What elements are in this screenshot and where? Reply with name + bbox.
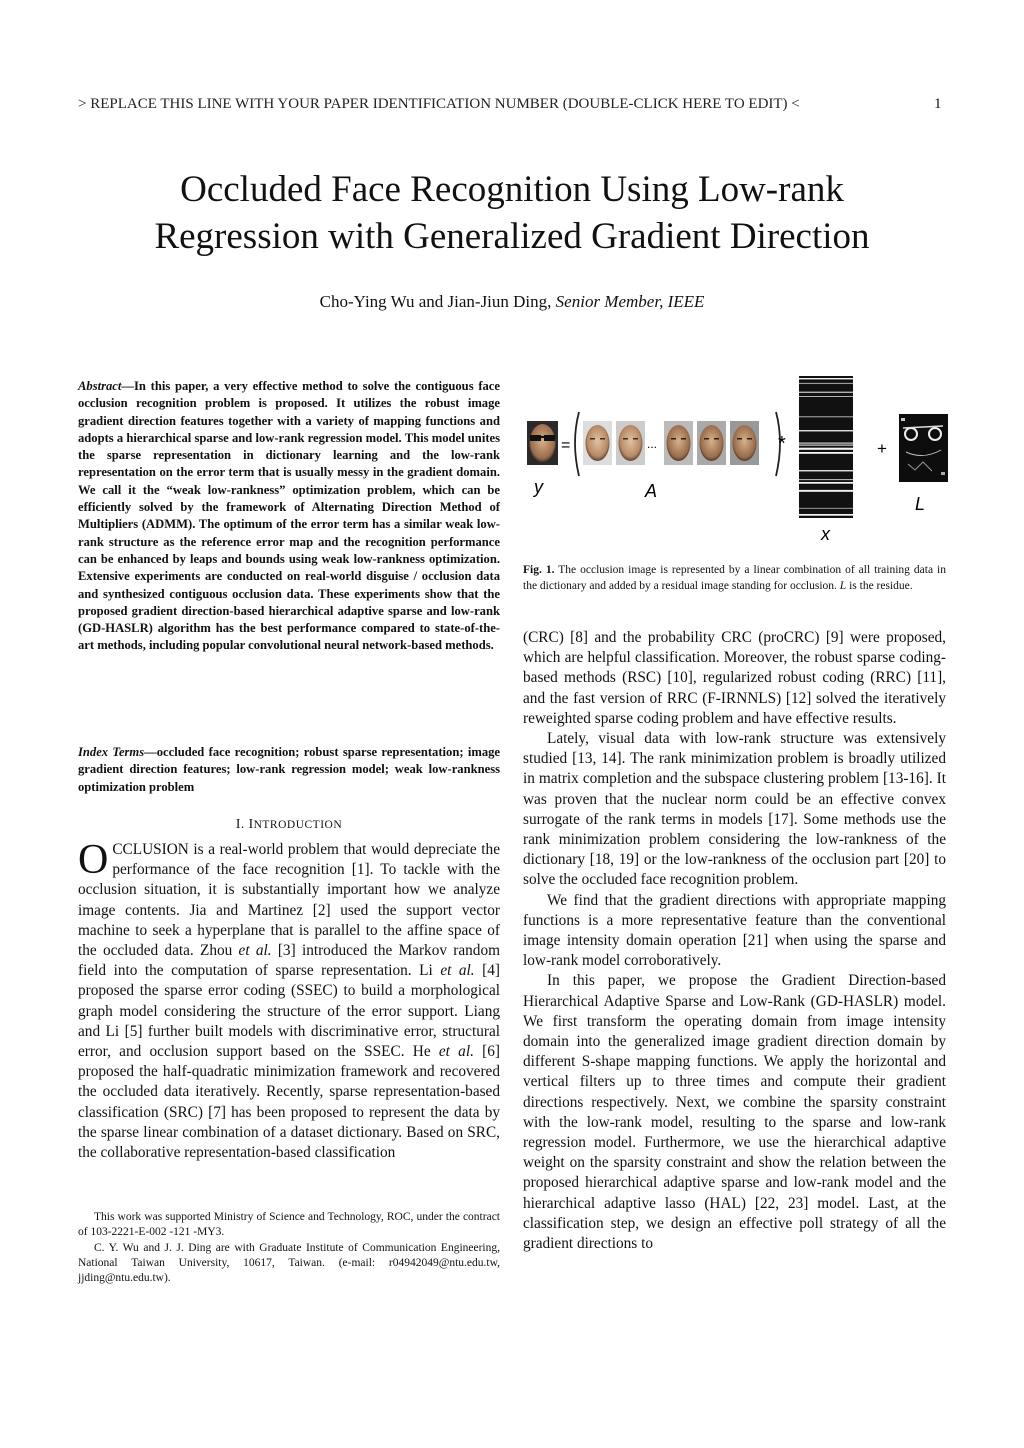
barcode-stripe [799,490,853,492]
barcode-stripe [799,417,853,418]
ellipsis: ... [647,437,658,451]
right-paragraph-1: (CRC) [8] and the probability CRC (proCRC) [9] were proposed, which are helpful classification. Moreover, the robust sparse coding-based methods (RSC) [10], regularized robust coding (RRC) [11], and the fast version of RRC (F-IRNNLS) [12] solved the iteratively reweighted sparse coding problem and have effective results. [523,629,946,727]
barcode-stripe [799,514,853,516]
section-rest: NTRODUCTION [253,819,343,831]
occluded-face-image [527,421,558,465]
et-al-3: et al. [438,1043,474,1061]
intro-text-2: [3] introduced the Markov random field into the computation of sparse representation. Li [78,942,500,980]
et-al-2: et al. [440,962,475,980]
barcode-stripe [799,443,853,444]
label-L: L [915,494,926,514]
barcode-stripe [799,452,853,454]
dictionary-face-2 [616,421,645,465]
barcode-stripe [799,378,853,379]
barcode-stripe [799,479,853,480]
footnote-funding: This work was supported Ministry of Science and Technology, ROC, under the contract of 103-2221-E-002 -121 -MY3. [78,1211,500,1239]
dictionary-face-3 [664,421,693,465]
label-A: A [645,481,658,501]
intro-text-4: [6] proposed the half-quadratic minimization framework and recovered the occluded data iteratively. Recently, sparse representation-based classification (SRC) [7] has been proposed to represent the data by the sparse linear combination of a dataset dictionary. Based on SRC, the collaborative representation-based classification [78,1043,500,1162]
caption-text-b: is the residue. [846,580,913,592]
footnote-affiliation: C. Y. Wu and J. J. Ding are with Graduate Institute of Communication Engineering, National Taiwan University, 10617, Taiwan. (e-mail: r04942049@ntu.edu.tw, jjding@ntu.edu.tw). [78,1241,500,1285]
label-y: y [534,477,543,497]
abstract-text: —In this paper, a very effective method to solve the contiguous face occlusion recognition problem is proposed. It utilizes the robust image gradient direction features together with a variety of mapping functions and adopts a hierarchical sparse and low-rank regression model. This model unites the sparse representation in dictionary learning and the low-rank representation on the error term that is usually messy in the gradient domain. We call it the “weak low-rankness” optimization problem, which can be efficiently solved by the framework of Alternating Direction Method of Multipliers (ADMM). The optimum of the error term has a similar weak low-rank structure as the reference error map and the recognition performance can be enhanced by leaps and bounds using weak low-rankness optimization. Extensive experiments are conducted on real-world disguise / occlusion data and synthesized contiguous occlusion data. These experiments show that the proposed gradient direction-based hierarchical adaptive sparse and low-rank (GD-HASLR) algorithm has the best performance compared to state-of-the-art methods, including popular convolutional neural network-based methods. [78,379,500,653]
et-al-1: et al. [238,942,272,960]
running-header: > REPLACE THIS LINE WITH YOUR PAPER IDENTIFICATION NUMBER (DOUBLE-CLICK HERE TO EDIT) < [78,96,800,112]
author-line [60,292,964,312]
index-terms [78,744,500,796]
caption-label: Fig. 1. [523,564,555,576]
index-terms-label: Index Terms [78,745,145,759]
residue-image-L [899,414,948,482]
abstract-label: Abstract [78,379,122,393]
barcode-stripe [799,448,853,450]
title-line-2: Regression with Generalized Gradient Direction [154,216,870,257]
barcode-stripe [799,508,853,509]
right-column-text [523,628,946,1254]
abstract [78,378,500,655]
dictionary-face-1 [583,421,612,465]
label-x: x [821,524,830,544]
barcode-stripe [799,396,853,397]
right-paragraph-4: In this paper, we propose the Gradient Direction-based Hierarchical Adaptive Sparse and Low-Rank (GD-HASLR) model. We first transform the operating domain from image intensity domain into the generalized image gradient direction domain by different S-shape mapping functions. We apply the horizontal and vertical filters up to three times and compute their gradient directions respectively. Next, we combine the sparsity constraint with the low-rank model, resulting to the sparse and low-rank regression model. Furthermore, we use the hierarchical adaptive weight on the sparsity constraint and show the relation between the proposed hierarchical adaptive sparse and low-rank model and the hierarchical adaptive lasso (HAL) [22, 23] model. Last, at the classification step, we design an effective poll strategy of all the gradient directions to [523,972,946,1253]
barcode-stripe [799,430,853,431]
figure-caption [523,562,946,594]
introduction-paragraph [78,837,500,1163]
page-number: 1 [934,96,942,112]
right-paragraph-2: Lately, visual data with low-rank structure was extensively studied [13, 14]. The rank minimization problem is broadly utilized in matrix completion and the subspace clustering problem [13-16]. It was proven that the nuclear norm could be an effective convex surrogate of the rank terms in models [17]. Some methods use the rank minimization problem considering the low-rankness of the dictionary [18, 19] or the low-rankness of the occlusion part [20] to solve the occluded face recognition problem. [523,730,946,889]
right-paragraph-3: We find that the gradient directions with appropriate mapping functions is a more representative feature than the conventional image intensity domain operation [21] when using the sparse and low-rank model corroboratively. [523,891,946,970]
figure-1 [523,372,953,548]
equals-sign: = [561,437,571,454]
barcode-stripe [799,482,853,484]
section-first-letter: I [248,816,254,831]
dictionary-face-4 [697,421,726,465]
section-heading [78,816,500,832]
barcode-stripe [799,392,853,393]
section-numeral: I. [235,816,249,831]
intro-text-3: [4] proposed the sparse error coding (SSEC) to build a morphological graph model considering the structure of the error support. Liang and Li [5] further built models with discriminative error, structural error, and occlusion support based on the SSEC. He [78,962,500,1061]
footnote [78,1210,500,1286]
plus-sign: + [877,439,887,458]
caption-L: L [839,580,847,592]
author-names: Cho-Ying Wu and Jian-Jiun Ding, [319,292,556,311]
multiply-sign: * [778,433,786,455]
barcode-stripe [799,445,853,446]
coefficient-vector-x [799,376,853,518]
caption-text-a: The occlusion image is represented by a linear combination of all training data in the dictionary and added by a residual image standing for occlusion. [523,564,946,592]
dictionary-face-5 [730,421,759,465]
intro-text-1: CCLUSION is a real-world problem that would depreciate the performance of the face recognition [1]. To tackle with the occlusion situation, it is substantially important how we analyze image contents. Jia and Martinez [2] used the support vector machine to seek a hyperplane that is parallel to the affine space of the occluded data. Zhou [78,841,500,960]
index-terms-text: —occluded face recognition; robust sparse representation; image gradient direction features; low-rank regression model; weak low-rankness optimization problem [78,745,501,794]
barcode-stripe [799,470,853,471]
title-line-1: Occluded Face Recognition Using Low-rank [180,169,844,210]
paper-title [60,166,964,260]
barcode-stripe [799,383,853,384]
left-paren-icon [575,412,579,476]
author-role: Senior Member, IEEE [555,292,705,311]
drop-cap: O [78,837,109,883]
